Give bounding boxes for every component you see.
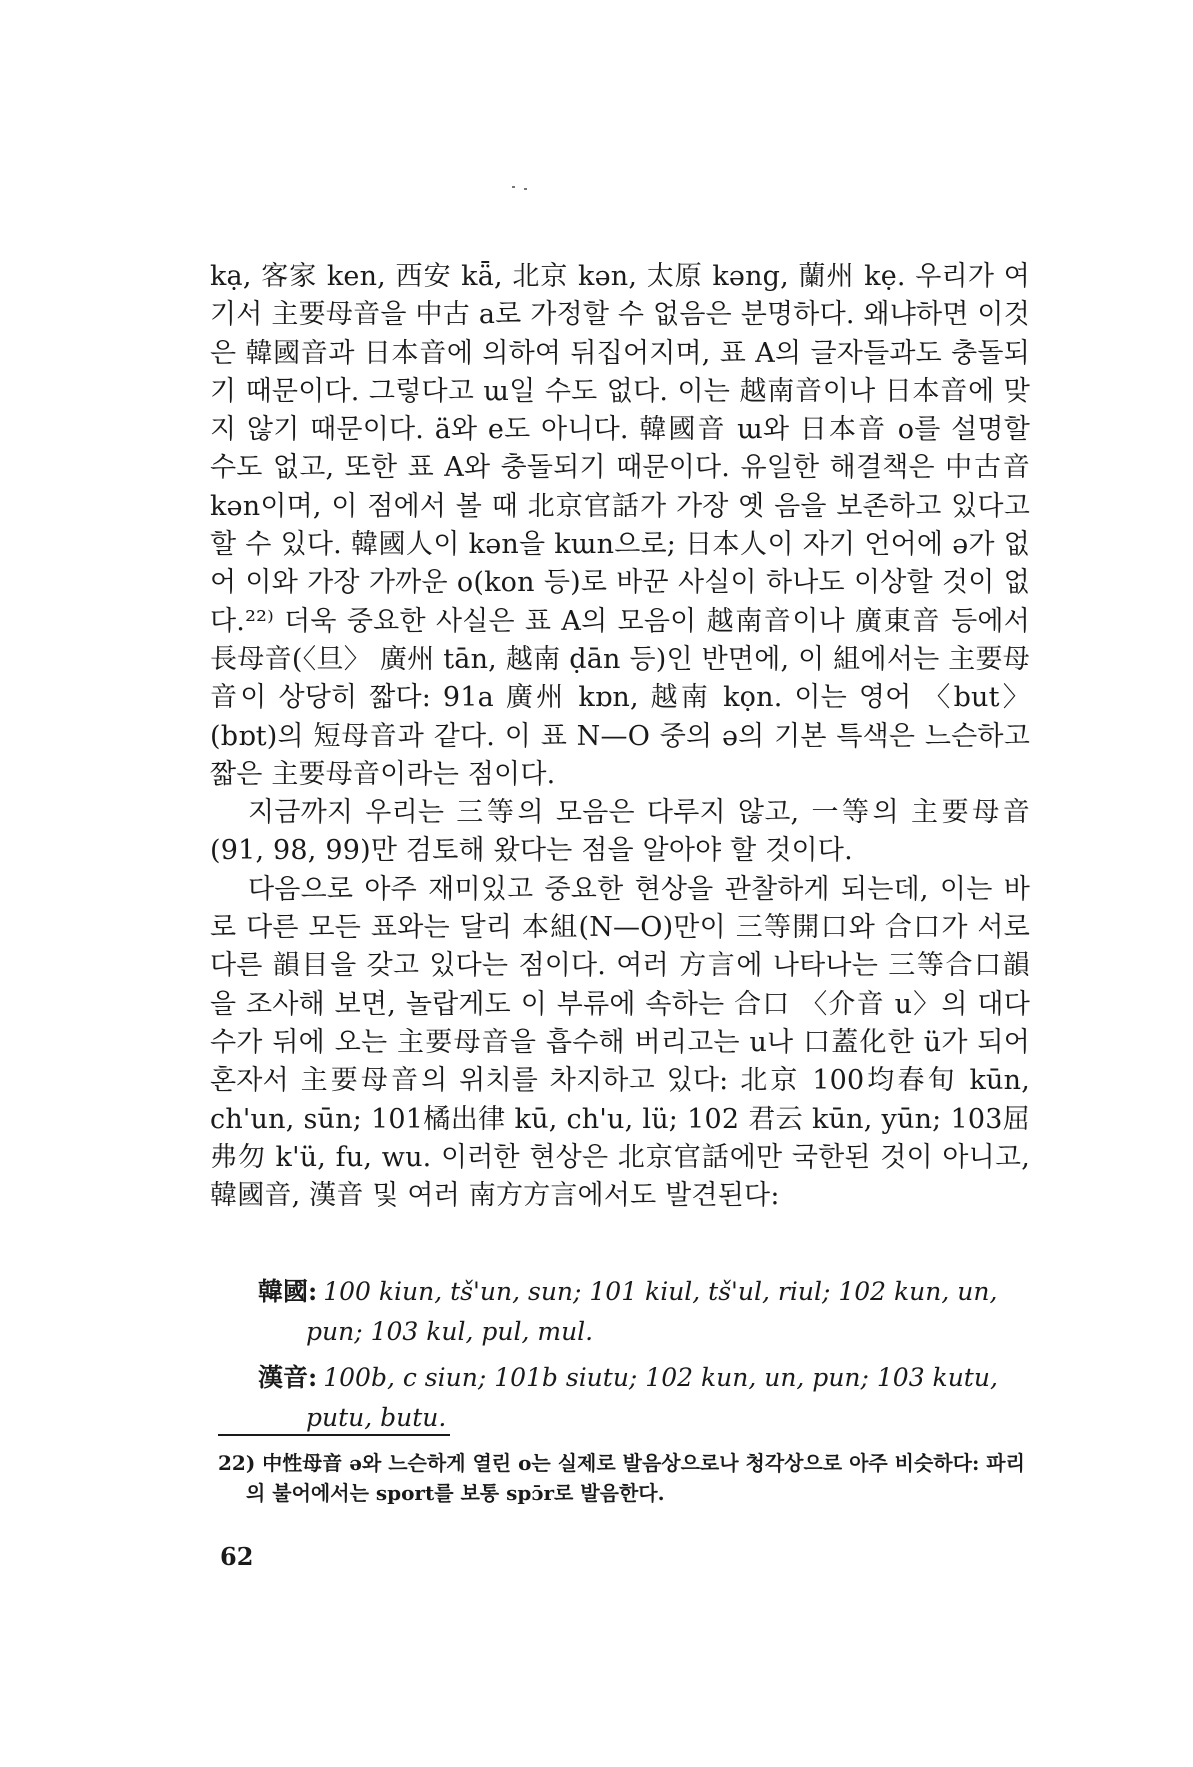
example-block: [258, 1272, 1030, 1444]
paragraph-1: kạ, 客家 ken, 西安 kǟ, 北京 kən, 太原 kəng, 蘭州 kẹ. 우리가 여기서 主要母音을 中古 a로 가정할 수 없음은 분명하다. 왜냐하면 이것은 韓國音과 日本音에 의하여 뒤집어지며, 표 A의 글자들과도 충돌되기 때문이다. 그렇다고 ɯ일 수도 없다. 이는 越南音이나 日本音에 맞지 않기 때문이다. ä와 e도 아니다. 韓國音 ɯ와 日本音 o를 설명할 수도 없고, 또한 표 A와 충돌되기 때문이다. 유일한 해결책은 中古音 kən이며, 이 점에서 볼 때 北京官話가 가장 옛 음을 보존하고 있다고 할 수 있다. 韓國人이 kən을 kɯn으로; 日本人이 자기 언어에 ə가 없어 이와 가장 가까운 o(kon 등)로 바꾼 사실이 하나도 이상할 것이 없다.²²⁾ 더욱 중요한 사실은 표 A의 모음이 越南音이나 廣東音 등에서 長母音(〈旦〉 廣州 tān, 越南 ḍān 등)인 반면에, 이 組에서는 主要母音이 상당히 짧다: 91a 廣州 kɒn, 越南 kọn. 이는 영어 〈but〉(bɒt)의 短母音과 같다. 이 표 N—O 중의 ə의 기본 특색은 느슨하고 짧은 主要母音이라는 점이다.: [210, 261, 1030, 790]
footnote-divider: [218, 1434, 450, 1436]
main-text: [210, 258, 1030, 1215]
example-label: 韓國:: [258, 1277, 318, 1306]
paragraph-2: 지금까지 우리는 三等의 모음은 다루지 않고, 一等의 主要母音(91, 98, 99)만 검토해 왔다는 점을 알아야 할 것이다.: [210, 797, 1030, 867]
page-number: 62: [220, 1542, 254, 1571]
example-kanon: [258, 1358, 1030, 1438]
paragraph-3: 다음으로 아주 재미있고 중요한 현상을 관찰하게 되는데, 이는 바로 다른 모든 표와는 달리 本組(N—O)만이 三等開口와 合口가 서로 다른 韻目을 갖고 있다는 점이다. 여러 方言에 나타나는 三等合口韻을 조사해 보면, 놀랍게도 이 부류에 속하는 合口 〈介音 u〉의 대다수가 뒤에 오는 主要母音을 흡수해 버리고는 u나 口蓋化한 ü가 되어 혼자서 主要母音의 위치를 차지하고 있다: 北京 100均春旬 kūn, ch'un, sūn; 101橘出律 kū, ch'u, lü; 102 君云 kūn, yūn; 103屈弗勿 k'ü, fu, wu. 이러한 현상은 北京官話에만 국한된 것이 아니고, 韓國音, 漢音 및 여러 南方方言에서도 발견된다:: [210, 873, 1030, 1212]
scan-speck: [524, 188, 527, 190]
example-text: 100 kiun, tš'un, sun; 101 kiul, tš'ul, riul; 102 kun, un, pun; 103 kul, pul, mul.: [306, 1277, 998, 1346]
example-text: 100b, c siun; 101b siutu; 102 kun, un, pun; 103 kutu, putu, butu.: [306, 1363, 998, 1432]
scan-speck: [512, 186, 515, 188]
footnote: 22) 中性母音 ə와 느슨하게 열린 o는 실제로 발음상으로나 청각상으로 아주 비슷하다: 파리의 불어에서는 sport를 보통 spɔ̄r로 발음한다.: [218, 1451, 1025, 1505]
example-label: 漢音:: [258, 1363, 318, 1392]
example-korean: [258, 1272, 1030, 1352]
